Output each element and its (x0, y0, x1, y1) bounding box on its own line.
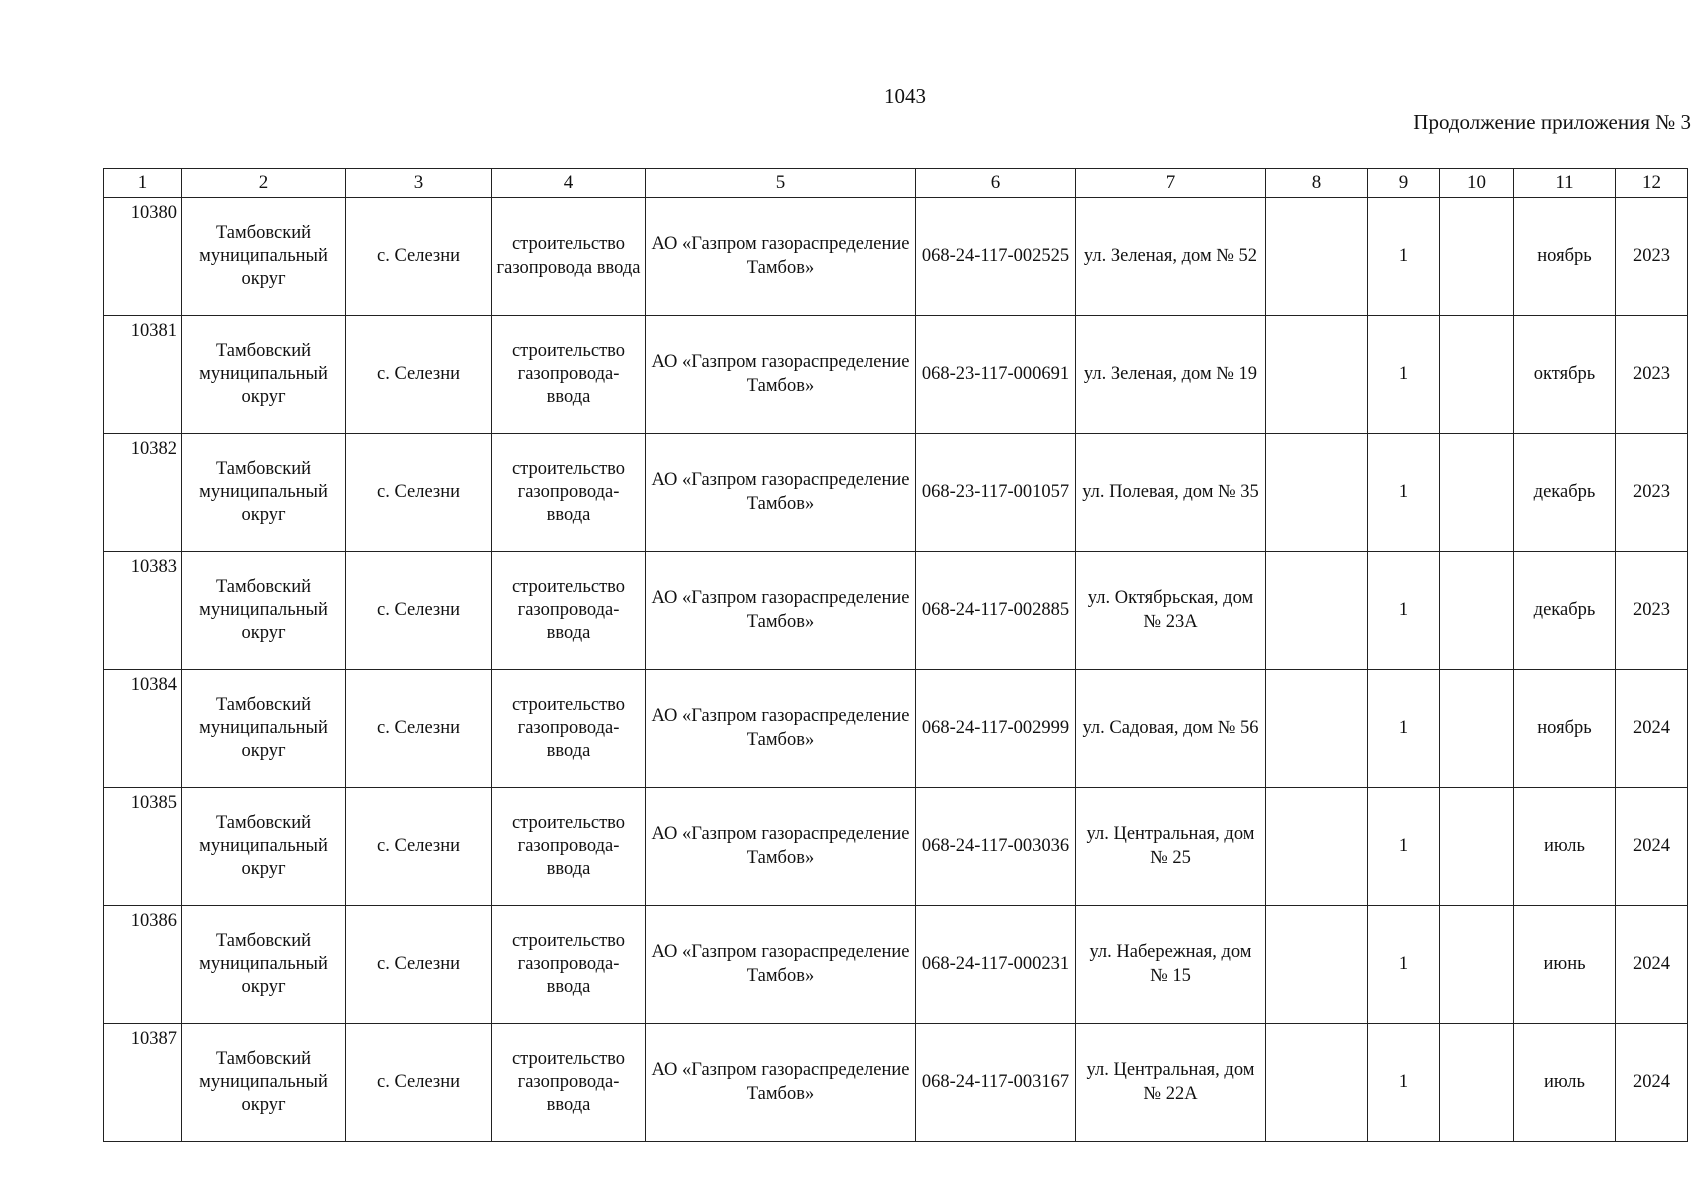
work-type-cell: строительство газопровода-ввода (492, 434, 646, 552)
column-10-cell (1440, 434, 1514, 552)
column-8-cell (1266, 670, 1368, 788)
object-code-cell: 068-24-117-003036 (916, 788, 1076, 906)
object-code-cell: 068-23-117-000691 (916, 316, 1076, 434)
address-cell: ул. Полевая, дом № 35 (1076, 434, 1266, 552)
month-cell: декабрь (1514, 552, 1616, 670)
appendix-note: Продолжение приложения № 3 (1413, 110, 1691, 134)
column-header: 12 (1616, 169, 1688, 198)
row-number-cell: 10380 (104, 198, 182, 316)
object-code-cell: 068-24-117-002885 (916, 552, 1076, 670)
column-8-cell (1266, 906, 1368, 1024)
quantity-cell: 1 (1368, 198, 1440, 316)
work-type-cell: строительство газопровода-ввода (492, 552, 646, 670)
work-type-cell: строительство газопровода-ввода (492, 788, 646, 906)
year-cell: 2024 (1616, 788, 1688, 906)
organization-cell: АО «Газпром газораспределение Тамбов» (646, 434, 916, 552)
column-header: 3 (346, 169, 492, 198)
column-8-cell (1266, 316, 1368, 434)
table-row (104, 906, 1688, 1024)
month-cell: июль (1514, 1024, 1616, 1142)
object-code-cell: 068-24-117-003167 (916, 1024, 1076, 1142)
district-cell: Тамбовский муниципальный округ (182, 906, 346, 1024)
object-code-cell: 068-23-117-001057 (916, 434, 1076, 552)
quantity-cell: 1 (1368, 788, 1440, 906)
organization-cell: АО «Газпром газораспределение Тамбов» (646, 670, 916, 788)
column-10-cell (1440, 670, 1514, 788)
column-8-cell (1266, 1024, 1368, 1142)
month-cell: ноябрь (1514, 198, 1616, 316)
column-header: 4 (492, 169, 646, 198)
address-cell: ул. Зеленая, дом № 52 (1076, 198, 1266, 316)
organization-cell: АО «Газпром газораспределение Тамбов» (646, 316, 916, 434)
column-header: 5 (646, 169, 916, 198)
address-cell: ул. Центральная, дом № 22А (1076, 1024, 1266, 1142)
organization-cell: АО «Газпром газораспределение Тамбов» (646, 198, 916, 316)
month-cell: октябрь (1514, 316, 1616, 434)
table-row (104, 552, 1688, 670)
year-cell: 2023 (1616, 434, 1688, 552)
address-cell: ул. Садовая, дом № 56 (1076, 670, 1266, 788)
table-row (104, 788, 1688, 906)
column-10-cell (1440, 906, 1514, 1024)
year-cell: 2024 (1616, 670, 1688, 788)
district-cell: Тамбовский муниципальный округ (182, 1024, 346, 1142)
district-cell: Тамбовский муниципальный округ (182, 198, 346, 316)
quantity-cell: 1 (1368, 906, 1440, 1024)
month-cell: декабрь (1514, 434, 1616, 552)
locality-cell: с. Селезни (346, 434, 492, 552)
column-10-cell (1440, 1024, 1514, 1142)
work-type-cell: строительство газопровода-ввода (492, 670, 646, 788)
column-8-cell (1266, 788, 1368, 906)
column-10-cell (1440, 552, 1514, 670)
district-cell: Тамбовский муниципальный округ (182, 316, 346, 434)
month-cell: июль (1514, 788, 1616, 906)
column-header: 2 (182, 169, 346, 198)
table-row (104, 316, 1688, 434)
district-cell: Тамбовский муниципальный округ (182, 552, 346, 670)
year-cell: 2024 (1616, 1024, 1688, 1142)
object-code-cell: 068-24-117-000231 (916, 906, 1076, 1024)
quantity-cell: 1 (1368, 670, 1440, 788)
quantity-cell: 1 (1368, 434, 1440, 552)
column-header: 1 (104, 169, 182, 198)
table-row (104, 670, 1688, 788)
object-code-cell: 068-24-117-002525 (916, 198, 1076, 316)
row-number-cell: 10386 (104, 906, 182, 1024)
column-header: 6 (916, 169, 1076, 198)
address-cell: ул. Зеленая, дом № 19 (1076, 316, 1266, 434)
table-row (104, 434, 1688, 552)
locality-cell: с. Селезни (346, 788, 492, 906)
column-8-cell (1266, 552, 1368, 670)
page-number: 1043 (884, 84, 926, 108)
year-cell: 2024 (1616, 906, 1688, 1024)
column-header: 10 (1440, 169, 1514, 198)
year-cell: 2023 (1616, 316, 1688, 434)
column-10-cell (1440, 198, 1514, 316)
column-header: 9 (1368, 169, 1440, 198)
address-cell: ул. Октябрьская, дом № 23А (1076, 552, 1266, 670)
month-cell: ноябрь (1514, 670, 1616, 788)
locality-cell: с. Селезни (346, 552, 492, 670)
column-10-cell (1440, 788, 1514, 906)
quantity-cell: 1 (1368, 1024, 1440, 1142)
table-row (104, 198, 1688, 316)
address-cell: ул. Центральная, дом № 25 (1076, 788, 1266, 906)
header-row (104, 169, 1688, 198)
locality-cell: с. Селезни (346, 316, 492, 434)
object-code-cell: 068-24-117-002999 (916, 670, 1076, 788)
district-cell: Тамбовский муниципальный округ (182, 434, 346, 552)
column-header: 11 (1514, 169, 1616, 198)
column-8-cell (1266, 434, 1368, 552)
work-type-cell: строительство газопровода-ввода (492, 906, 646, 1024)
data-table (103, 168, 1688, 1142)
year-cell: 2023 (1616, 552, 1688, 670)
row-number-cell: 10384 (104, 670, 182, 788)
locality-cell: с. Селезни (346, 198, 492, 316)
row-number-cell: 10387 (104, 1024, 182, 1142)
column-10-cell (1440, 316, 1514, 434)
month-cell: июнь (1514, 906, 1616, 1024)
work-type-cell: строительство газопровода-ввода (492, 316, 646, 434)
row-number-cell: 10385 (104, 788, 182, 906)
locality-cell: с. Селезни (346, 906, 492, 1024)
row-number-cell: 10383 (104, 552, 182, 670)
organization-cell: АО «Газпром газораспределение Тамбов» (646, 906, 916, 1024)
district-cell: Тамбовский муниципальный округ (182, 788, 346, 906)
district-cell: Тамбовский муниципальный округ (182, 670, 346, 788)
work-type-cell: строительство газопровода-ввода (492, 1024, 646, 1142)
table-body (104, 198, 1688, 1142)
address-cell: ул. Набережная, дом № 15 (1076, 906, 1266, 1024)
locality-cell: с. Селезни (346, 1024, 492, 1142)
work-type-cell: строительство газопровода ввода (492, 198, 646, 316)
row-number-cell: 10381 (104, 316, 182, 434)
organization-cell: АО «Газпром газораспределение Тамбов» (646, 1024, 916, 1142)
column-header: 8 (1266, 169, 1368, 198)
quantity-cell: 1 (1368, 552, 1440, 670)
year-cell: 2023 (1616, 198, 1688, 316)
row-number-cell: 10382 (104, 434, 182, 552)
column-8-cell (1266, 198, 1368, 316)
quantity-cell: 1 (1368, 316, 1440, 434)
column-header: 7 (1076, 169, 1266, 198)
locality-cell: с. Селезни (346, 670, 492, 788)
organization-cell: АО «Газпром газораспределение Тамбов» (646, 552, 916, 670)
table-row (104, 1024, 1688, 1142)
organization-cell: АО «Газпром газораспределение Тамбов» (646, 788, 916, 906)
